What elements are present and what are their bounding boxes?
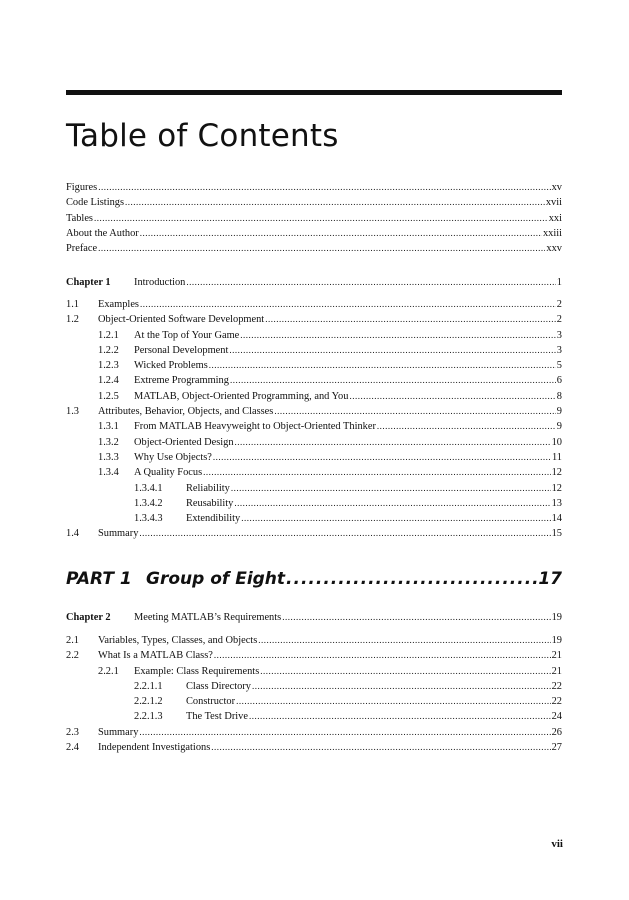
leader-dots [349,389,555,404]
entry-title: From MATLAB Heavyweight to Object-Oriented Thinker [134,421,376,433]
leader-dots [211,740,550,755]
entry-title: Why Use Objects? [134,451,212,463]
entry-title: A Quality Focus [134,467,203,479]
entry-page: 3 [556,329,562,341]
toc-entry[interactable] [66,526,562,541]
chapter-page: 1 [556,277,562,288]
leader-dots [274,404,555,419]
entry-title: About the Author [66,227,139,239]
entry-title: Variables, Types, Classes, and Objects [98,635,258,646]
entry-page: 22 [551,696,562,708]
front-matter-list [66,180,562,256]
entry-title: Preface [66,243,98,255]
section-number: 2.2.1.3 [134,711,163,723]
entry-title: Reliability [186,482,230,494]
entry-page: 2 [556,314,562,326]
entry-title: Extendibility [186,513,241,525]
toc-entry[interactable] [66,373,562,388]
toc-entry[interactable] [66,679,562,694]
leader-dots [235,435,551,450]
toc-entry[interactable] [66,511,562,526]
entry-title: Personal Development [134,344,229,356]
toc-entry[interactable] [66,312,562,327]
toc-entry[interactable] [66,664,562,679]
chapter-title: Meeting MATLAB’s Requirements [134,612,282,623]
chapter-2-entries [66,633,562,755]
entry-page: xvii [545,197,562,209]
toc-entry[interactable] [66,740,562,755]
leader-dots [213,450,551,465]
entry-page: 2 [556,299,562,310]
leader-dots [139,526,550,541]
entry-page: xv [551,182,562,193]
section-number: 1.3.4.3 [134,513,163,525]
leader-dots [94,211,548,226]
page-title: Table of Contents [66,118,339,154]
leader-dots [230,373,556,388]
leader-dots [236,694,551,709]
toc-entry[interactable] [66,633,562,648]
toc-entry[interactable] [66,328,562,343]
entry-title: Tables [66,212,93,224]
chapter-entry[interactable] [66,275,562,290]
entry-title: Summary [98,726,139,738]
leader-dots [214,648,551,663]
leader-dots [203,465,550,480]
section-number: 1.3.4.1 [134,482,163,494]
entry-title: Attributes, Behavior, Objects, and Classes [98,406,274,418]
leader-dots [139,725,550,740]
toc-entry[interactable] [66,648,562,663]
leader-dots [229,343,555,358]
entry-page: 5 [556,360,562,372]
chapter-label: Chapter 2 [66,612,111,623]
leader-dots [241,511,550,526]
section-number: 2.2 [66,650,79,662]
part-title: Group of Eight [146,569,286,589]
leader-dots [234,496,550,511]
section-number: 1.2.3 [98,360,119,372]
section-number: 1.3.1 [98,421,119,433]
entry-page: 9 [556,421,562,433]
entry-page: 3 [556,344,562,356]
section-number: 1.2.2 [98,344,119,356]
toc-entry[interactable] [66,358,562,373]
entry-title: What Is a MATLAB Class? [98,650,213,662]
entry-title: Wicked Problems [134,360,208,372]
toc-entry[interactable] [66,343,562,358]
section-number: 1.3.3 [98,451,119,463]
entry-page: 15 [551,528,562,540]
entry-page: 10 [551,436,562,448]
entry-page: 12 [551,482,562,494]
entry-page: 27 [551,742,562,754]
chapter-page: 19 [551,612,562,623]
leader-dots [125,195,545,210]
leader-dots [249,709,551,724]
chapter-title: Introduction [134,277,186,288]
entry-title: Object-Oriented Software Development [98,314,265,326]
entry-page: 6 [556,375,562,387]
toc-entry[interactable] [66,496,562,511]
toc-entry[interactable] [66,450,562,465]
chapter-1-entries [66,297,562,542]
entry-title: MATLAB, Object-Oriented Programming, and You [134,390,349,402]
entry-page: 21 [551,665,562,677]
entry-page: 14 [551,513,562,525]
entry-page: 19 [551,635,562,646]
toc-entry[interactable] [66,435,562,450]
leader-dots [140,226,542,241]
section-number: 1.2.1 [98,329,119,341]
entry-title: Constructor [186,696,236,708]
entry-page: xxiii [542,227,562,239]
leader-dots [260,664,550,679]
entry-page: xxi [548,212,562,224]
entry-page: 13 [551,497,562,509]
entry-title: Object-Oriented Design [134,436,234,448]
entry-title: Reusability [186,497,234,509]
section-number: 1.3.4.2 [134,497,163,509]
leader-dots [252,679,551,694]
toc-entry[interactable] [66,389,562,404]
entry-title: Code Listings [66,197,125,209]
leader-dots [98,241,545,256]
leader-dots [377,419,556,434]
section-number: 1.1 [66,299,79,310]
entry-title: Summary [98,528,139,540]
entry-title: Class Directory [186,680,251,692]
toc-entry[interactable] [66,226,562,241]
section-number: 1.2.5 [98,390,119,402]
entry-page: 21 [551,650,562,662]
entry-page: 8 [556,390,562,402]
entry-title: At the Top of Your Game [134,329,240,341]
toc-entry[interactable] [66,419,562,434]
entry-title: Extreme Programming [134,375,229,387]
entry-title: Examples [98,299,139,310]
part-label: PART 1 [66,569,132,589]
toc-entry[interactable] [66,180,562,195]
leader-dots [98,180,550,195]
chapter-1-heading-block [66,275,562,290]
leader-dots [231,481,551,496]
leader-dots [240,328,556,343]
toc-entry[interactable] [66,241,562,256]
toc-entry[interactable] [66,709,562,724]
chapter-label: Chapter 1 [66,277,111,288]
toc-entry[interactable] [66,694,562,709]
part-entry[interactable] [66,569,562,589]
section-number: 2.2.1.2 [134,696,163,708]
leader-dots [258,633,550,648]
section-number: 2.1 [66,635,79,646]
section-number: 2.3 [66,726,79,738]
leader-dots [140,297,556,312]
section-number: 1.4 [66,528,79,540]
section-number: 2.4 [66,742,79,754]
section-number: 1.2 [66,314,79,326]
toc-entry[interactable] [66,195,562,210]
toc-entry[interactable] [66,297,562,312]
entry-page: 24 [551,711,562,723]
entry-title: Independent Investigations [98,742,211,754]
section-number: 1.3.2 [98,436,119,448]
entry-page: 11 [551,451,562,463]
toc-entry[interactable] [66,481,562,496]
page-number: vii [551,838,563,850]
section-number: 1.3 [66,406,79,418]
entry-page: 12 [551,467,562,479]
part-page: 17 [538,569,562,589]
chapter-entry[interactable] [66,610,562,625]
entry-page: 22 [551,680,562,692]
section-number: 1.2.4 [98,375,119,387]
section-number: 1.3.4 [98,467,119,479]
leader-dots [286,569,537,589]
leader-dots [282,610,550,625]
leader-dots [186,275,555,290]
section-number: 2.2.1 [98,665,119,677]
leader-dots [265,312,556,327]
entry-page: 26 [551,726,562,738]
section-number: 2.2.1.1 [134,680,163,692]
chapter-2-heading-block [66,610,562,625]
entry-title: Example: Class Requirements [134,665,260,677]
entry-page: xxv [546,243,562,255]
toc-entry[interactable] [66,465,562,480]
leader-dots [209,358,556,373]
toc-entry[interactable] [66,725,562,740]
entry-page: 9 [556,406,562,418]
top-rule [66,90,562,95]
toc-entry[interactable] [66,211,562,226]
toc-entry[interactable] [66,404,562,419]
entry-title: Figures [66,182,98,193]
entry-title: The Test Drive [186,711,248,723]
